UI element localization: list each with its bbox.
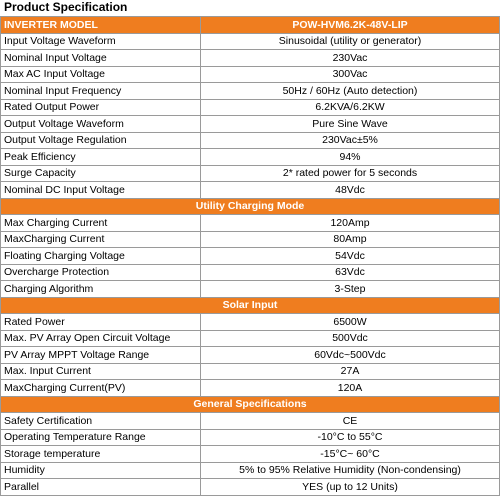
spec-label: Parallel <box>1 479 201 496</box>
table-row <box>1 314 500 331</box>
spec-value: 60Vdc~500Vdc <box>201 347 500 364</box>
table-row <box>1 479 500 496</box>
page-title: Product Specification <box>4 0 128 14</box>
section-header-row <box>1 198 500 215</box>
table-row <box>1 165 500 182</box>
table-row <box>1 215 500 232</box>
table-row <box>1 413 500 430</box>
spec-label: Rated Power <box>1 314 201 331</box>
table-row <box>1 330 500 347</box>
table-row <box>1 347 500 364</box>
spec-table <box>0 16 500 496</box>
table-row <box>1 132 500 149</box>
spec-value: -10°C to 55°C <box>201 429 500 446</box>
spec-value: 27A <box>201 363 500 380</box>
spec-value: 300Vac <box>201 66 500 83</box>
table-row <box>1 50 500 67</box>
spec-value: 120Amp <box>201 215 500 232</box>
spec-value: 50Hz / 60Hz (Auto detection) <box>201 83 500 100</box>
spec-label: Storage temperature <box>1 446 201 463</box>
table-row <box>1 446 500 463</box>
spec-value: -15°C~ 60°C <box>201 446 500 463</box>
spec-value: 5% to 95% Relative Humidity (Non-condensing) <box>201 462 500 479</box>
spec-label: Max. PV Array Open Circuit Voltage <box>1 330 201 347</box>
spec-label: Floating Charging Voltage <box>1 248 201 265</box>
spec-label: Output Voltage Waveform <box>1 116 201 133</box>
table-row <box>1 231 500 248</box>
spec-value: Sinusoidal (utility or generator) <box>201 33 500 50</box>
spec-value: 63Vdc <box>201 264 500 281</box>
spec-label: Overcharge Protection <box>1 264 201 281</box>
spec-value: 6500W <box>201 314 500 331</box>
table-row <box>1 380 500 397</box>
section-header-row <box>1 396 500 413</box>
table-row <box>1 66 500 83</box>
spec-label: Surge Capacity <box>1 165 201 182</box>
spec-label: Charging Algorithm <box>1 281 201 298</box>
spec-label: Output Voltage Regulation <box>1 132 201 149</box>
spec-value: 230Vac <box>201 50 500 67</box>
table-row <box>1 248 500 265</box>
section-title: Utility Charging Mode <box>1 198 500 215</box>
spec-label: Input Voltage Waveform <box>1 33 201 50</box>
table-row <box>1 281 500 298</box>
spec-value: 80Amp <box>201 231 500 248</box>
spec-label: Humidity <box>1 462 201 479</box>
spec-value: 500Vdc <box>201 330 500 347</box>
table-row <box>1 264 500 281</box>
table-row <box>1 182 500 199</box>
spec-value: 120A <box>201 380 500 397</box>
table-row <box>1 116 500 133</box>
header-label: INVERTER MODEL <box>1 17 201 34</box>
spec-label: Peak Efficiency <box>1 149 201 166</box>
spec-value: 48Vdc <box>201 182 500 199</box>
spec-label: Max Charging Current <box>1 215 201 232</box>
table-row <box>1 462 500 479</box>
table-row <box>1 99 500 116</box>
spec-value: YES (up to 12 Units) <box>201 479 500 496</box>
section-title: General Specifications <box>1 396 500 413</box>
header-model: POW-HVM6.2K-48V-LIP <box>201 17 500 34</box>
spec-label: Nominal Input Frequency <box>1 83 201 100</box>
spec-label: Nominal DC Input Voltage <box>1 182 201 199</box>
spec-label: Max AC Input Voltage <box>1 66 201 83</box>
spec-value: CE <box>201 413 500 430</box>
table-header-row <box>1 17 500 34</box>
spec-value: 2* rated power for 5 seconds <box>201 165 500 182</box>
spec-label: MaxCharging Current <box>1 231 201 248</box>
spec-label: Rated Output Power <box>1 99 201 116</box>
spec-value: 3-Step <box>201 281 500 298</box>
spec-label: Safety Certification <box>1 413 201 430</box>
section-title: Solar Input <box>1 297 500 314</box>
spec-label: Max. Input Current <box>1 363 201 380</box>
table-row <box>1 83 500 100</box>
spec-value: 54Vdc <box>201 248 500 265</box>
spec-table-body <box>1 17 500 496</box>
table-row <box>1 33 500 50</box>
spec-value: 6.2KVA/6.2KW <box>201 99 500 116</box>
table-row <box>1 149 500 166</box>
spec-label: Operating Temperature Range <box>1 429 201 446</box>
table-row <box>1 363 500 380</box>
spec-value: 94% <box>201 149 500 166</box>
spec-label: Nominal Input Voltage <box>1 50 201 67</box>
spec-label: MaxCharging Current(PV) <box>1 380 201 397</box>
spec-value: Pure Sine Wave <box>201 116 500 133</box>
table-row <box>1 429 500 446</box>
section-header-row <box>1 297 500 314</box>
spec-label: PV Array MPPT Voltage Range <box>1 347 201 364</box>
spec-value: 230Vac±5% <box>201 132 500 149</box>
